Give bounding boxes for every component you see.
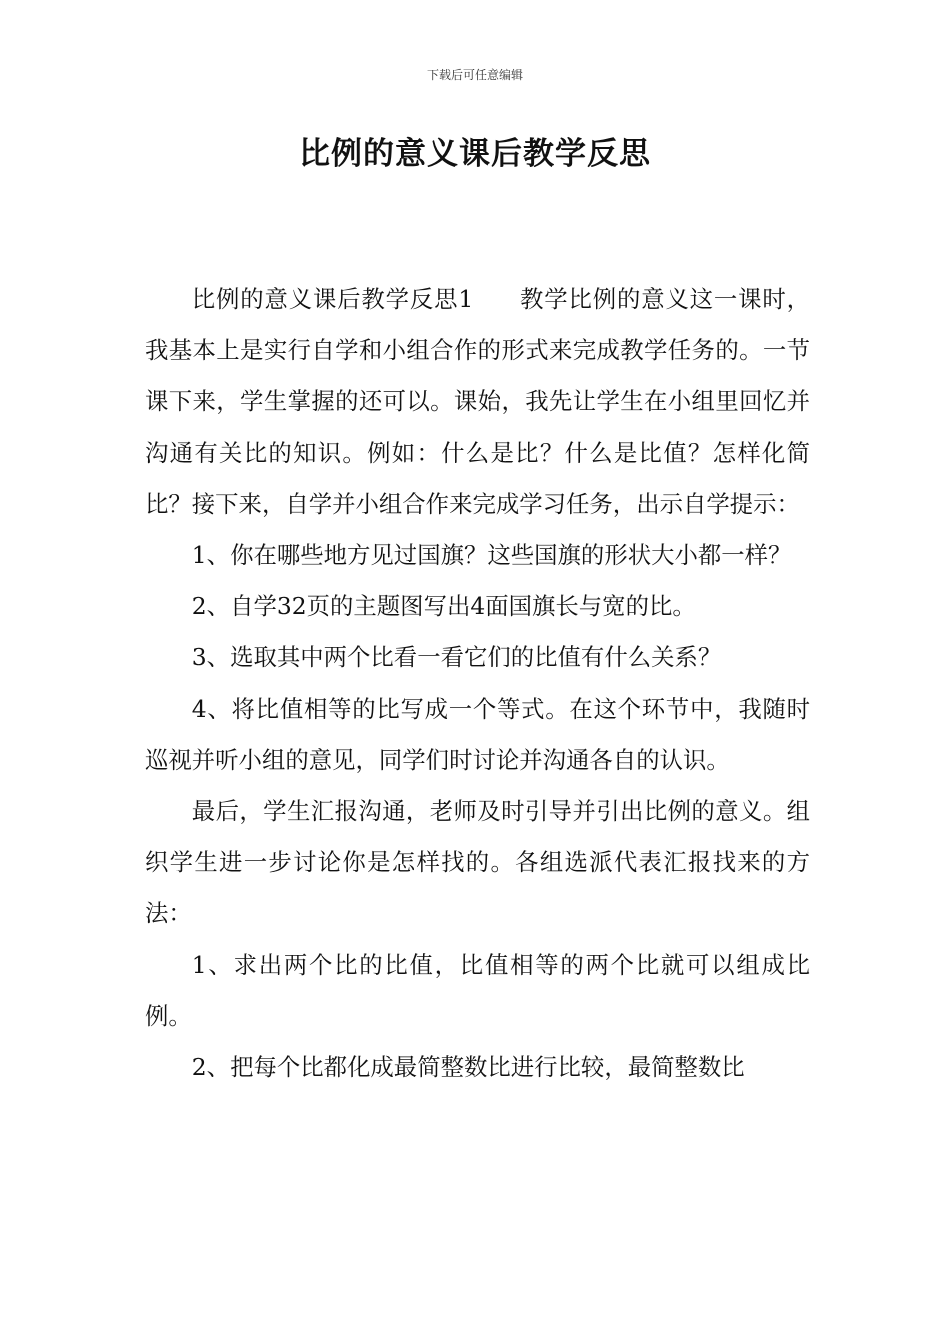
paragraph-2: 1、你在哪些地方见过国旗？这些国旗的形状大小都一样？ (191, 541, 792, 570)
paragraph-8: 2、把每个比都化成最简整数比进行比较，最简整数比 (191, 1053, 745, 1082)
paragraph-4: 3、选取其中两个比看一看它们的比值有什么关系？ (191, 643, 722, 672)
paragraph-3: 2、自学32页的主题图写出4面国旗长与宽的比。 (191, 592, 696, 621)
header-note: 下载后可任意编辑 (426, 68, 523, 82)
paragraph-7: 1、求出两个比的比值，比值相等的两个比就可以组成比例。 (145, 950, 810, 1030)
paragraph-text: 教学比例的意义这一课时，我基本上是实行自学和小组合作的形式来完成教学任务的。一节课下来，学生掌握的还可以。课始，我先让学生在小组里回忆并沟通有关比的知识。例如：什么是比？什么是比值？怎样化简比？接下来，自学并小组合作来完成学习任务，出示自学提示： (145, 285, 810, 518)
paragraph-1 (145, 274, 810, 530)
paragraph-lead: 比例的意义课后教学反思1 (191, 285, 474, 313)
document-title: 比例的意义课后教学反思 (299, 136, 651, 172)
paragraph-6: 最后，学生汇报沟通，老师及时引导并引出比例的意义。组织学生进一步讨论你是怎样找的。各组选派代表汇报找来的方法： (145, 797, 810, 928)
document-body (145, 274, 810, 1093)
paragraph-5: 4、将比值相等的比写成一个等式。在这个环节中，我随时巡视并听小组的意见，同学们时讨论并沟通各自的认识。 (145, 694, 810, 774)
